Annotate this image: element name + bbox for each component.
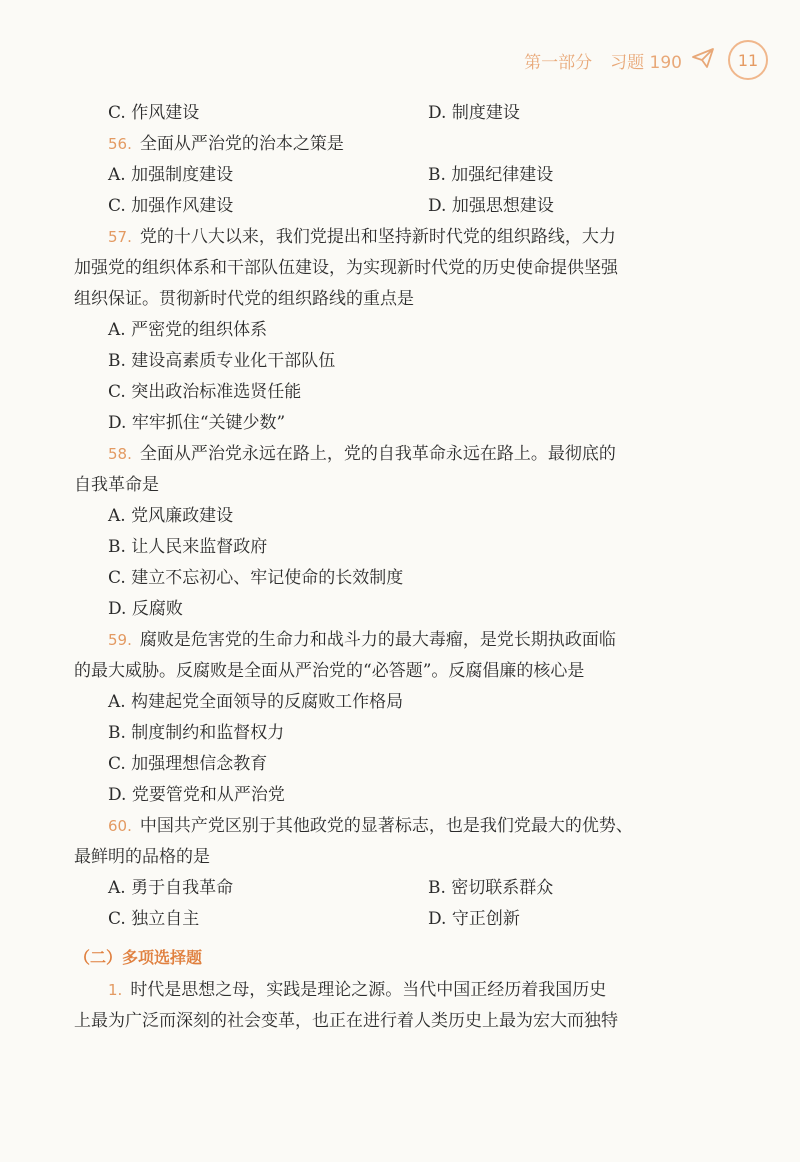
q59-text-1: 腐败是危害党的生命力和战斗力的最大毒瘤，是党长期执政面临 [139,630,616,650]
q57-option-d: D. 牢牢抓住“关键少数” [108,413,286,433]
q59-option-d: D. 党要管党和从严治党 [108,785,285,805]
q59-stem-line2: 的最大威胁。反腐败是全面从严治党的“必答题”。反腐倡廉的核心是 [74,661,585,681]
page-header [524,40,768,80]
q56-text: 全面从严治党的治本之策是 [139,134,344,154]
q55-option-c: C. 作风建设 [108,103,200,123]
q58-number: 58. [108,445,132,463]
q57-option-b: B. 建设高素质专业化干部队伍 [108,351,336,371]
q58-stem-line1 [74,439,724,470]
q60-option-c: C. 独立自主 [108,909,200,929]
q56-option-d: D. 加强思想建设 [428,196,554,216]
q59-option-a: A. 构建起党全面领导的反腐败工作格局 [108,692,404,712]
q56-options-ab [74,160,724,191]
q60-stem-line2: 最鲜明的品格的是 [74,847,210,867]
q55-options-cd [74,98,724,129]
q58-option-c: C. 建立不忘初心、牢记使命的长效制度 [108,568,404,588]
m1-text-1: 时代是思想之母，实践是理论之源。当代中国正经历着我国历史 [130,980,607,1000]
q56-number: 56. [108,135,132,153]
q56-options-cd [74,191,724,222]
q58-option-a: A. 党风廉政建设 [108,506,234,526]
q60-text-1: 中国共产党区别于其他政党的显著标志，也是我们党最大的优势、 [139,816,633,836]
m1-stem-line2: 上最为广泛而深刻的社会变革，也正在进行着人类历史上最为宏大而独特 [74,1011,618,1031]
q56-option-b: B. 加强纪律建设 [428,165,554,185]
page-content [74,98,724,1037]
q57-stem-line2: 加强党的组织体系和干部队伍建设，为实现新时代党的历史使命提供坚强 [74,258,618,278]
page-number: 11 [728,40,768,80]
q57-option-a: A. 严密党的组织体系 [108,320,268,340]
q57-number: 57. [108,228,132,246]
q60-stem-line1 [74,811,724,842]
q57-stem-line3: 组织保证。贯彻新时代党的组织路线的重点是 [74,289,414,309]
q57-option-c: C. 突出政治标准选贤任能 [108,382,302,402]
q56-option-c: C. 加强作风建设 [108,196,234,216]
header-section: 第一部分 [524,52,593,73]
header-exercise: 习题 190 [610,52,682,73]
q59-option-c: C. 加强理想信念教育 [108,754,268,774]
q59-option-b: B. 制度制约和监督权力 [108,723,285,743]
m1-number: 1. [108,981,123,999]
q57-stem-line1 [74,222,724,253]
q56-stem [74,129,724,160]
paper-plane-icon [692,48,714,73]
q60-option-a: A. 勇于自我革命 [108,878,234,898]
q58-option-b: B. 让人民来监督政府 [108,537,268,557]
q60-option-b: B. 密切联系群众 [428,878,554,898]
section-heading-multiple-choice: （二）多项选择题 [74,948,203,967]
q60-options-cd [74,904,724,935]
q59-number: 59. [108,631,132,649]
q60-number: 60. [108,817,132,835]
q57-text-1: 党的十八大以来，我们党提出和坚持新时代党的组织路线，大力 [139,227,616,247]
q58-text-1: 全面从严治党永远在路上，党的自我革命永远在路上。最彻底的 [139,444,616,464]
q60-option-d: D. 守正创新 [428,909,520,929]
q55-option-d: D. 制度建设 [428,103,520,123]
q58-option-d: D. 反腐败 [108,599,183,619]
q58-stem-line2: 自我革命是 [74,475,159,495]
q60-options-ab [74,873,724,904]
q59-stem-line1 [74,625,724,656]
q56-option-a: A. 加强制度建设 [108,165,234,185]
m1-stem-line1 [74,975,724,1006]
